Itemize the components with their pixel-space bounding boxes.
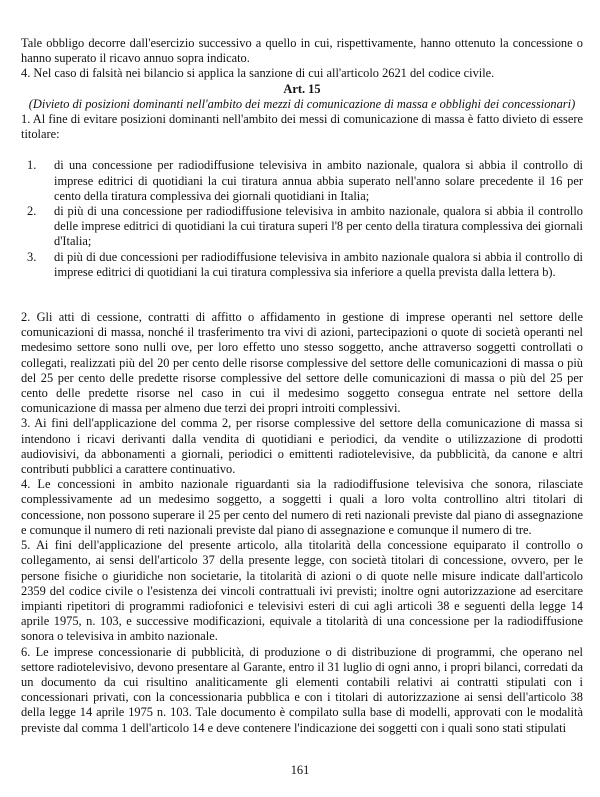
article-paragraph-4: 4. Le concessioni in ambito nazionale riguardanti sia la radiodiffusione televisiva che sonora, rilasciate complessivamente ad un medesimo soggetto, a soggetti i quali a loro volta controllino altri titolari di concessione, non possono superare il 25 per cento del numero di reti nazionali previste dal piano di assegnazione e comunque il numero di reti nazionali previste dal piano di assegnazione e comunque il numero di tre. [21, 477, 583, 537]
page-number: 161 [290, 763, 310, 777]
list-item [21, 158, 583, 204]
list-item-text: di più di due concessioni per radiodiffusione televisiva in ambito nazionale qualora si abbia il controllo di imprese editrici di quotidiani la cui tiratura complessiva sia inferiore a quella prevista dalla lettera b). [54, 249, 583, 279]
article-paragraph-5: 5. Ai fini dell'applicazione del presente articolo, alla titolarità della concessione equiparato il controllo o collegamento, ai sensi dell'articolo 37 della presente legge, con società titolari di concessione, ovvero, per le persone fisiche o giuridiche non societarie, la titolarità di azioni o di quote nelle misure indicate dall'articolo 2359 del codice civile o l'esistenza dei vincoli contrattuali ivi previsti; inoltre ogni autorizzazione ad esercitare impianti ripetitori di programmi radiofonici e televisivi esteri di cui agli articoli 38 e seguenti della legge 14 aprile 1975, n. 103, e successive modificazioni, equivale a titolarità di una concessione per la radiodiffusione sonora o televisiva in ambito nazionale. [21, 538, 583, 644]
article-paragraph-6: 6. Le imprese concessionarie di pubblicità, di produzione o di distribuzione di programmi, che operano nel settore radiotelevisivo, devono presentare al Garante, entro il 31 luglio di ogni anno, i propri bilanci, corredati da un documento da cui risultino analiticamente gli elementi contabili relativi ai contratti stipulati con i concessionari privati, con la concessionaria pubblica e con i titolari di autorizzazione ai sensi dell'articolo 38 della legge 14 aprile 1975 n. 103. Tale documento è compilato sulla base di modelli, approvati con le modalità previste dal comma 1 dell'articolo 14 e deve contenere l'indicazione dei soggetti con i quali sono stati stipulati [21, 644, 583, 735]
list-item-text: di una concessione per radiodiffusione televisiva in ambito nazionale, qualora si abbia il controllo di imprese editrici di quotidiani la cui tiratura annua abbia superato nell'anno solare precedente il 16 per cento della tiratura complessiva dei giornali quotidiani in Italia; [54, 158, 583, 203]
article-title: Art. 15 [283, 81, 321, 96]
list-item-number: 3. [27, 249, 37, 264]
list-item-text: di più di una concessione per radiodiffusione televisiva in ambito nazionale, qualora si abbia il controllo delle imprese editrici di quotidiani la cui tiratura superi l'8 per cento della tiratura complessiva dei giornali d'Italia; [54, 204, 583, 249]
paragraph-4-falsita: 4. Nel caso di falsità nei bilancio si applica la sanzione di cui all'articolo 2621 del codice civile. [21, 66, 495, 81]
article-paragraph-3: 3. Ai fini dell'applicazione del comma 2, per risorse complessive del settore della comunicazione di massa si intendono i ricavi derivanti dalla vendita di quotidiani e periodici, da vendite o utilizzazione di prodotti audiovisivi, da abbonamenti a giornali, periodici o emittenti radiotelevisive, da pubblicità, da canone e altri contributi pubblici a carattere continuativo. [21, 416, 583, 477]
paragraph-continuation: Tale obbligo decorre dall'esercizio successivo a quello in cui, rispettivamente, hanno ottenuto la concessione o hanno superato il ricavo annuo sopra indicato. [21, 36, 583, 66]
list-item [21, 204, 583, 250]
list-item-number: 2. [27, 204, 37, 219]
article-subtitle: (Divieto di posizioni dominanti nell'ambito dei mezzi di comunicazione di massa e obblighi dei concessionari) [28, 96, 576, 111]
document-page [21, 36, 583, 736]
article-paragraph-1: 1. Al fine di evitare posizioni dominanti nell'ambito dei messi di comunicazione di massa è fatto divieto di essere titolare: [21, 112, 583, 142]
section-spacer [21, 280, 583, 310]
list-item [21, 250, 583, 280]
list-item-number: 1. [27, 158, 37, 173]
prohibition-list [21, 158, 583, 280]
article-paragraph-2: 2. Gli atti di cessione, contratti di affitto o affidamento in gestione di imprese operanti nel settore delle comunicazioni di massa, nonché il trasferimento tra vivi di azioni, partecipazioni o quote di società operanti nel medesimo settore sono nulli ove, per loro effetto uno stesso soggetto, anche attraverso soggetti controllati o collegati, realizzati più del 20 per cento delle risorse complessive del settore delle comunicazioni di massa o più del 25 per cento delle predette risorse complessive del settore delle comunicazioni di massa o più del 25 per cento delle predette risorse nel caso in cui il medesimo soggetto consegua entrate nel settore della comunicazione di massa per almeno due terzi dei propri introiti complessivi. [21, 310, 583, 416]
